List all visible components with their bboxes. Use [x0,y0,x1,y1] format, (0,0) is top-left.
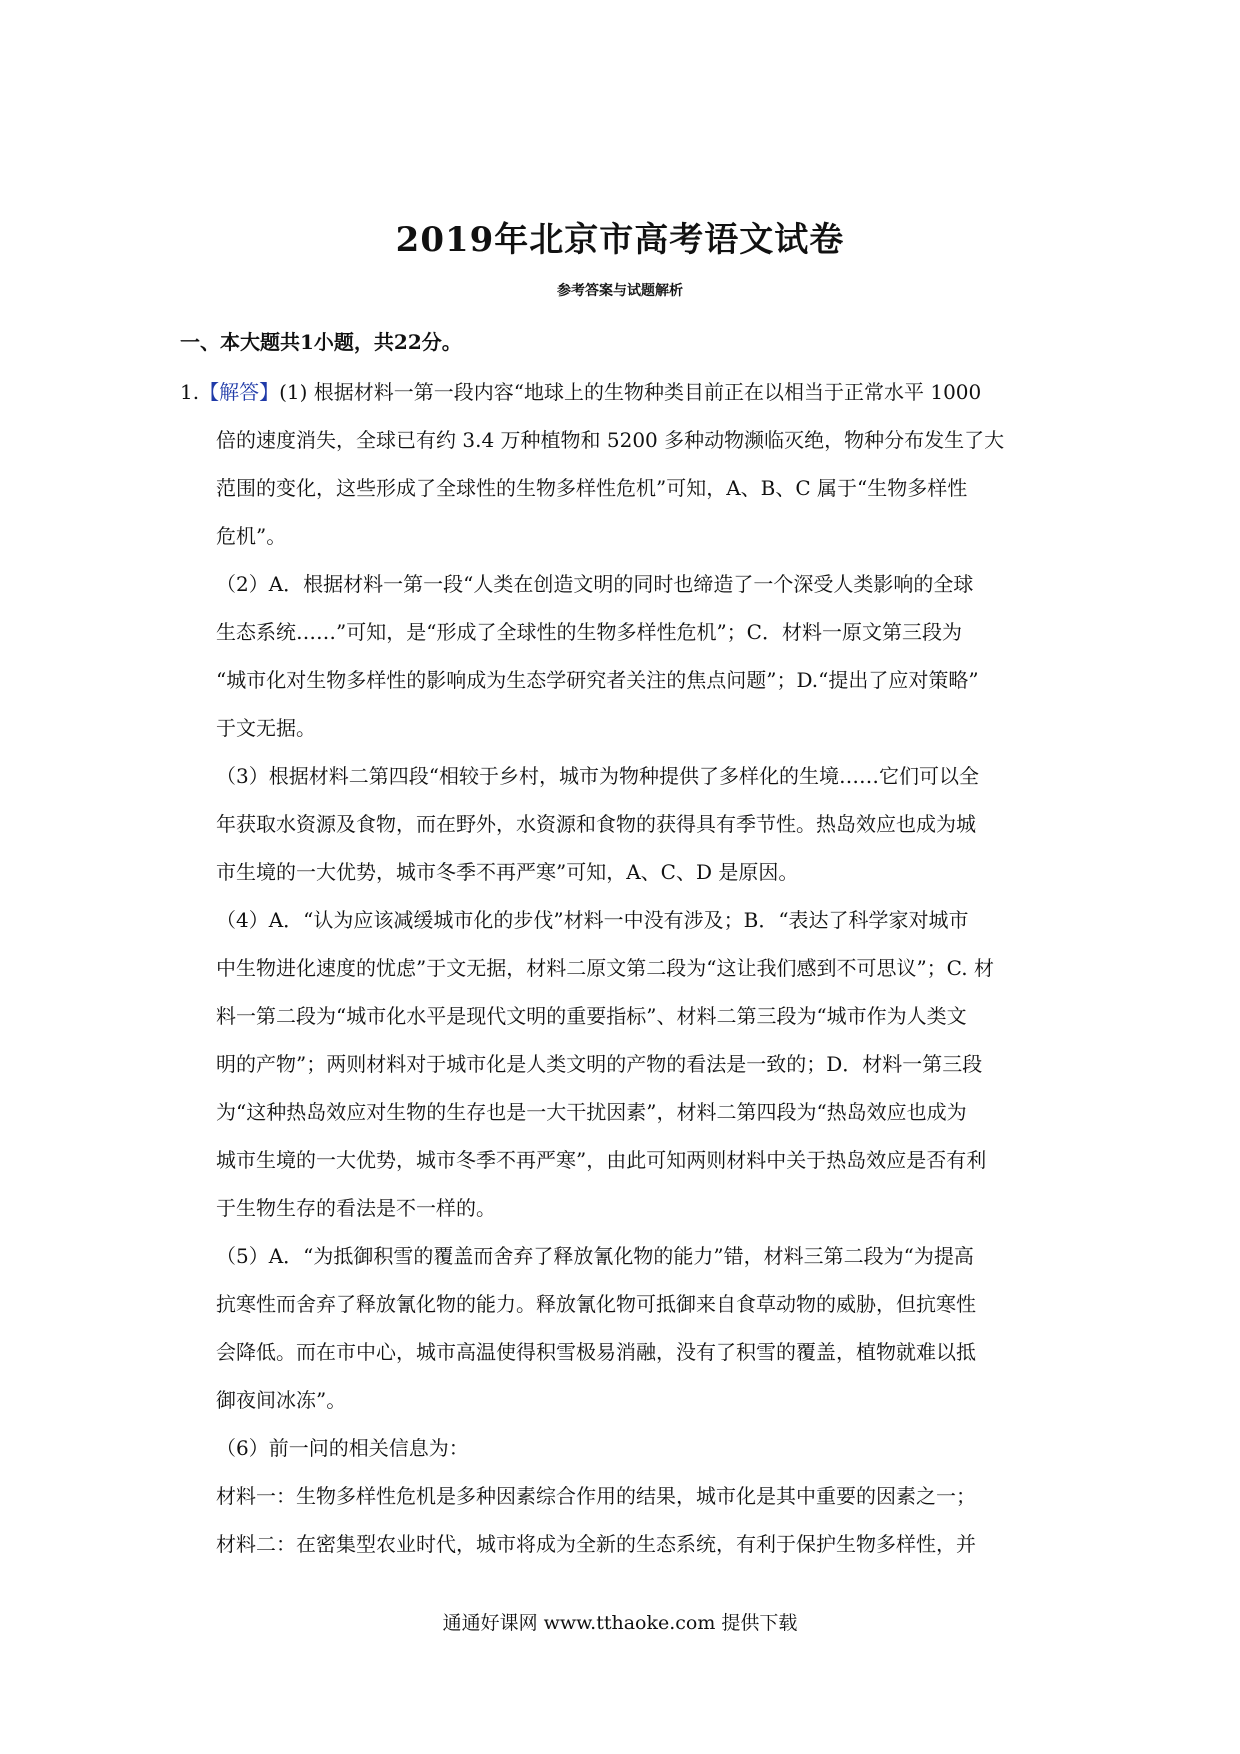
section-heading: 一、本大题共1小题，共22分。 [180,330,462,354]
page-title: 2019年北京市高考语文试卷 [395,220,845,260]
answer-line: （3）根据材料二第四段“相较于乡村，城市为物种提供了多样化的生境……它们可以全 [216,764,979,788]
answer-line: 材料二：在密集型农业时代，城市将成为全新的生态系统，有利于保护生物多样性，并 [216,1532,976,1556]
answer-line: （5）A．“为抵御积雪的覆盖而舍弃了释放氰化物的能力”错，材料三第二段为“为提高 [216,1244,974,1268]
answer-first-line [180,368,1060,416]
answer-line: 为“这种热岛效应对生物的生存也是一大干扰因素”，材料二第四段为“热岛效应也成为 [216,1100,967,1124]
answer-line: （2）A．根据材料一第一段“人类在创造文明的同时也缔造了一个深受人类影响的全球 [216,572,974,596]
answer-line: 倍的速度消失，全球已有约 3.4 万种植物和 5200 多种动物濒临灭绝，物种分布发生了大 [216,428,1005,452]
answer-line: 范围的变化，这些形成了全球性的生物多样性危机”可知，A、B、C 属于“生物多样性 [216,476,968,500]
answer-line: 中生物进化速度的忧虑”于文无据，材料二原文第二段为“这让我们感到不可思议”；C. 材 [216,956,994,980]
answer-line: 年获取水资源及食物，而在野外，水资源和食物的获得具有季节性。热岛效应也成为城 [216,812,976,836]
answer-lines [180,416,1060,1568]
page-footer: 通通好课网 www.tthaoke.com 提供下载 [442,1612,798,1634]
answer-line: 明的产物”；两则材料对于城市化是人类文明的产物的看法是一致的；D．材料一第三段 [216,1052,983,1076]
answer-content [180,368,1060,1568]
answer-line: 会降低。而在市中心，城市高温使得积雪极易消融，没有了积雪的覆盖，植物就难以抵 [216,1340,976,1364]
answer-line: 城市生境的一大优势，城市冬季不再严寒”，由此可知两则材料中关于热岛效应是否有利 [216,1148,987,1172]
answer-first-line-text: (1) 根据材料一第一段内容“地球上的生物种类目前正在以相当于正常水平 1000 [279,380,982,404]
page-subtitle: 参考答案与试题解析 [557,283,683,299]
question-number: 1. [180,380,200,404]
answer-line: 危机”。 [216,524,287,548]
answer-line: 抗寒性而舍弃了释放氰化物的能力。释放氰化物可抵御来自食草动物的威胁，但抗寒性 [216,1292,976,1316]
answer-line: 于生物生存的看法是不一样的。 [216,1196,496,1220]
answer-line: 市生境的一大优势，城市冬季不再严寒”可知，A、C、D 是原因。 [216,860,799,884]
answer-line: （4）A．“认为应该减缓城市化的步伐”材料一中没有涉及；B．“表达了科学家对城市 [216,908,969,932]
answer-line: （6）前一问的相关信息为： [216,1436,469,1460]
answer-line: 材料一：生物多样性危机是多种因素综合作用的结果，城市化是其中重要的因素之一； [216,1484,976,1508]
answer-line: 料一第二段为“城市化水平是现代文明的重要指标”、材料二第三段为“城市作为人类文 [216,1004,967,1028]
answer-line: “城市化对生物多样性的影响成为生态学研究者关注的焦点问题”；D.“提出了应对策略” [216,668,979,692]
answer-tag: 【解答】 [199,380,280,404]
answer-line: 御夜间冰冻”。 [216,1388,347,1412]
answer-line: 于文无据。 [216,716,316,740]
answer-line: 生态系统……”可知，是“形成了全球性的生物多样性危机”；C．材料一原文第三段为 [216,620,962,644]
